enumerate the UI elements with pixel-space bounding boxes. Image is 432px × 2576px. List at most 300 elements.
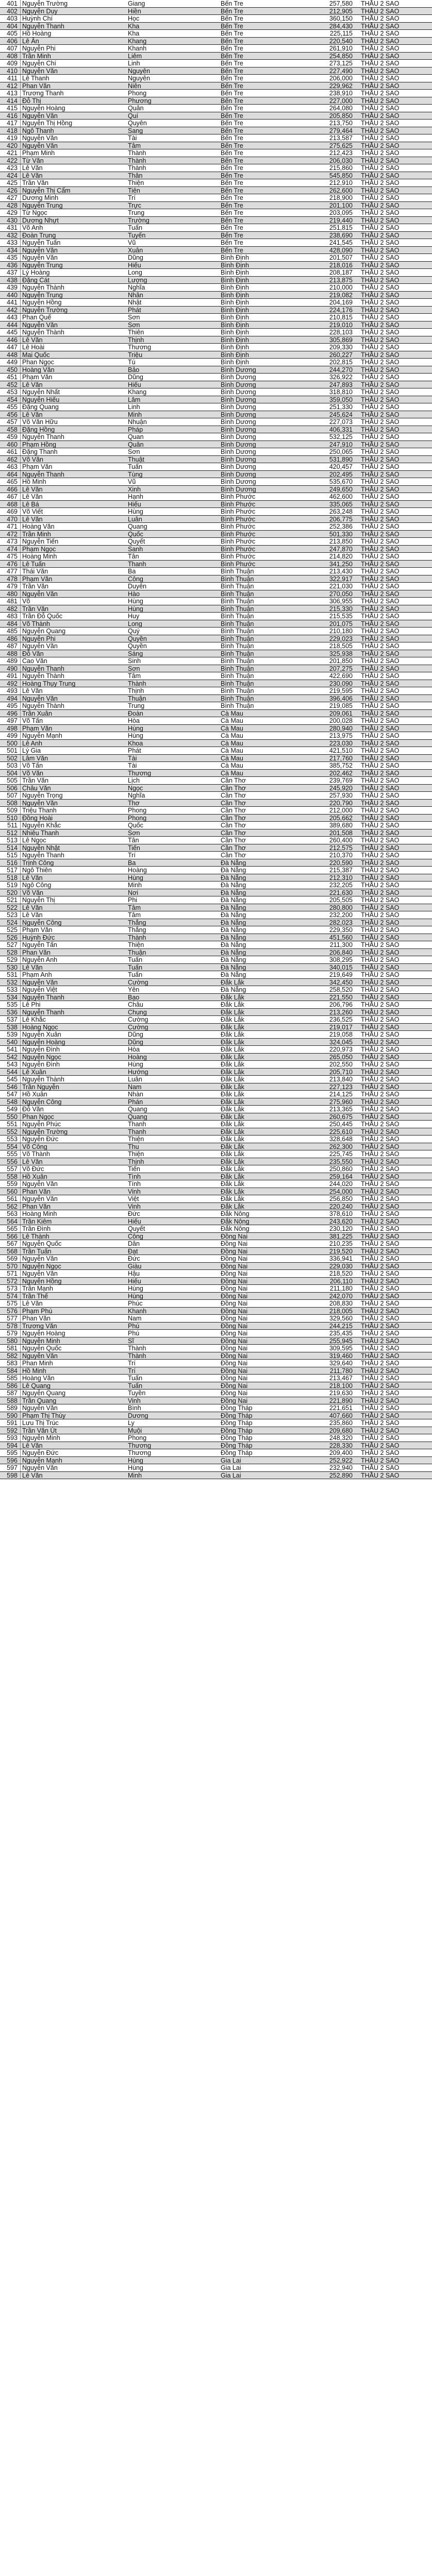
- family-name-cell: Phạm Phú: [22, 1307, 53, 1314]
- award-cell: THẦU 2 SAO: [361, 837, 400, 844]
- score-cell: 261,910: [329, 45, 353, 52]
- table-row: [0, 321, 432, 329]
- score-cell: 263,248: [329, 508, 353, 515]
- row-number-cell: 427: [0, 194, 21, 201]
- score-cell: 225,745: [329, 1150, 353, 1158]
- score-cell: 265,050: [329, 1053, 353, 1060]
- given-name-cell: Khanh: [128, 45, 147, 52]
- province-cell: Bến Tre: [221, 120, 243, 127]
- family-name-cell: Nguyễn Thị Hồng: [22, 120, 73, 127]
- family-name-cell: Đỗ Văn: [22, 650, 44, 657]
- given-name-cell: Phong: [128, 807, 147, 814]
- family-name-cell: Võ Văn: [22, 455, 44, 463]
- row-number-cell: 465: [0, 478, 21, 485]
- score-cell: 305,869: [329, 336, 353, 343]
- family-name-cell: Võ Viết: [22, 508, 43, 515]
- family-name-cell: Triệu Thanh: [22, 807, 57, 814]
- given-name-cell: Châu: [128, 1001, 143, 1008]
- family-name-cell: Nguyễn Ngọc: [22, 1262, 61, 1269]
- given-name-cell: Sinh: [128, 657, 141, 665]
- family-name-cell: Đỗ Thị: [22, 97, 41, 104]
- province-cell: Đồng Tháp: [221, 1404, 253, 1412]
- score-cell: 462,600: [329, 493, 353, 500]
- row-number-cell: 405: [0, 30, 21, 37]
- score-cell: 252,890: [329, 1471, 353, 1479]
- family-name-cell: Nguyễn Tiến: [22, 538, 59, 545]
- province-cell: Bình Thuận: [221, 605, 254, 612]
- award-cell: THẦU 2 SAO: [361, 82, 400, 89]
- row-number-cell: 440: [0, 292, 21, 299]
- given-name-cell: Ba: [128, 568, 136, 575]
- province-cell: Bến Tre: [221, 172, 243, 179]
- row-number-cell: 501: [0, 747, 21, 754]
- given-name-cell: Thiện: [128, 1136, 144, 1143]
- table-row: [0, 770, 432, 777]
- given-name-cell: Tú: [128, 359, 136, 366]
- province-cell: Bình Định: [221, 351, 249, 358]
- award-cell: THẦU 2 SAO: [361, 1016, 400, 1023]
- province-cell: Đắk Lắk: [221, 1076, 244, 1083]
- row-number-cell: 547: [0, 1091, 21, 1098]
- family-name-cell: Nguyễn Tấn: [22, 941, 57, 948]
- given-name-cell: Trung: [128, 209, 145, 216]
- family-name-cell: Nguyễn Văn: [22, 1464, 58, 1471]
- score-cell: 322,917: [329, 575, 353, 582]
- row-number-cell: 580: [0, 1337, 21, 1345]
- score-cell: 258,520: [329, 986, 353, 993]
- province-cell: Bình Dương: [221, 463, 256, 470]
- province-cell: Bình Phước: [221, 508, 256, 515]
- family-name-cell: Lê Ngọc: [22, 837, 46, 844]
- given-name-cell: Thương: [128, 1442, 152, 1449]
- table-row: [0, 172, 432, 180]
- award-cell: THẦU 2 SAO: [361, 963, 400, 971]
- award-cell: THẦU 2 SAO: [361, 590, 400, 597]
- table-row: [0, 568, 432, 575]
- table-row: [0, 82, 432, 90]
- province-cell: Bình Thuận: [221, 694, 254, 702]
- province-cell: Đà Nẵng: [221, 867, 246, 874]
- province-cell: Đà Nẵng: [221, 986, 246, 993]
- score-cell: 235,550: [329, 1158, 353, 1165]
- score-cell: 218,100: [329, 1382, 353, 1389]
- award-cell: THẦU 2 SAO: [361, 359, 400, 366]
- row-number-cell: 447: [0, 344, 21, 351]
- province-cell: Bến Tre: [221, 157, 243, 164]
- score-cell: 239,769: [329, 777, 353, 784]
- province-cell: Đồng Nai: [221, 1300, 248, 1307]
- row-number-cell: 466: [0, 486, 21, 493]
- score-cell: 244,270: [329, 366, 353, 373]
- score-cell: 325,938: [329, 650, 353, 657]
- award-cell: THẦU 2 SAO: [361, 1262, 400, 1269]
- given-name-cell: Nhân: [128, 291, 143, 298]
- score-cell: 232,940: [329, 1464, 353, 1471]
- family-name-cell: Nguyễn Việt: [22, 986, 57, 993]
- family-name-cell: Nguyễn Thị: [22, 896, 55, 904]
- family-name-cell: Trần Minh: [22, 530, 51, 537]
- province-cell: Đắk Lắk: [221, 1061, 244, 1068]
- row-number-cell: 555: [0, 1150, 21, 1158]
- row-number-cell: 564: [0, 1218, 21, 1225]
- table-row: [0, 1091, 432, 1098]
- score-cell: 227,123: [329, 1083, 353, 1090]
- province-cell: Bình Dương: [221, 433, 256, 440]
- row-number-cell: 494: [0, 695, 21, 702]
- family-name-cell: Võ Văn: [22, 889, 44, 896]
- family-name-cell: Nguyễn Quang: [22, 1389, 66, 1397]
- province-cell: Bến Tre: [221, 60, 243, 67]
- family-name-cell: Lưu Thị Trúc: [22, 1419, 59, 1427]
- award-cell: THẦU 2 SAO: [361, 403, 400, 411]
- row-number-cell: 496: [0, 710, 21, 717]
- score-cell: 420,457: [329, 463, 353, 470]
- score-cell: 202,462: [329, 769, 353, 776]
- row-number-cell: 481: [0, 598, 21, 605]
- table-row: [0, 956, 432, 964]
- award-cell: THẦU 2 SAO: [361, 269, 400, 276]
- table-row: [0, 1039, 432, 1046]
- row-number-cell: 458: [0, 426, 21, 433]
- table-row: [0, 650, 432, 658]
- given-name-cell: Lượng: [128, 276, 147, 283]
- row-number-cell: 598: [0, 1472, 21, 1479]
- score-cell: 260,400: [329, 837, 353, 844]
- given-name-cell: Hùng: [128, 1464, 143, 1471]
- province-cell: Cà Mau: [221, 739, 243, 747]
- province-cell: Bình Định: [221, 254, 249, 261]
- award-cell: THẦU 2 SAO: [361, 1188, 400, 1195]
- province-cell: Bình Dương: [221, 381, 256, 388]
- province-cell: Cà Mau: [221, 732, 243, 739]
- table-row: [0, 1382, 432, 1390]
- score-cell: 336,941: [329, 1255, 353, 1262]
- score-cell: 221,651: [329, 1404, 353, 1412]
- row-number-cell: 591: [0, 1419, 21, 1427]
- award-cell: THẦU 2 SAO: [361, 739, 400, 747]
- score-cell: 243,620: [329, 1217, 353, 1225]
- score-cell: 257,930: [329, 792, 353, 799]
- given-name-cell: Tài: [128, 134, 137, 142]
- table-row: [0, 553, 432, 561]
- row-number-cell: 471: [0, 523, 21, 530]
- award-cell: THẦU 2 SAO: [361, 814, 400, 821]
- table-row: [0, 538, 432, 546]
- given-name-cell: Hùng: [128, 1456, 143, 1464]
- table-row: [0, 1270, 432, 1278]
- score-cell: 215,330: [329, 605, 353, 612]
- province-cell: Đắk Lắk: [221, 1121, 244, 1128]
- province-cell: Đồng Tháp: [221, 1419, 253, 1427]
- province-cell: Đắk Lắk: [221, 1098, 244, 1105]
- score-cell: 210,370: [329, 852, 353, 859]
- row-number-cell: 527: [0, 941, 21, 948]
- table-row: [0, 112, 432, 120]
- score-cell: 202,495: [329, 470, 353, 478]
- table-row: [0, 1106, 432, 1113]
- score-cell: 219,082: [329, 291, 353, 298]
- family-name-cell: Nguyễn Văn: [22, 134, 58, 142]
- province-cell: Bình Định: [221, 291, 249, 298]
- given-name-cell: Tiến: [128, 1165, 140, 1173]
- family-name-cell: Lê Văn: [22, 493, 43, 500]
- award-cell: THẦU 2 SAO: [361, 1195, 400, 1202]
- given-name-cell: Phú: [128, 1330, 140, 1337]
- table-row: [0, 262, 432, 269]
- given-name-cell: Vũ: [128, 239, 136, 246]
- award-cell: THẦU 2 SAO: [361, 1427, 400, 1434]
- award-cell: THẦU 2 SAO: [361, 37, 400, 44]
- award-cell: THẦU 2 SAO: [361, 732, 400, 739]
- family-name-cell: Nguyễn Chí: [22, 60, 57, 67]
- row-number-cell: 452: [0, 381, 21, 388]
- table-row: [0, 105, 432, 112]
- score-cell: 218,900: [329, 194, 353, 201]
- province-cell: Bến Tre: [221, 0, 243, 7]
- award-cell: THẦU 2 SAO: [361, 717, 400, 724]
- score-cell: 200,028: [329, 717, 353, 724]
- province-cell: Bình Định: [221, 329, 249, 336]
- award-cell: THẦU 2 SAO: [361, 515, 400, 522]
- given-name-cell: Thành: [128, 157, 146, 164]
- table-row: [0, 1464, 432, 1472]
- score-cell: 219,649: [329, 971, 353, 978]
- row-number-cell: 559: [0, 1180, 21, 1188]
- score-cell: 202,550: [329, 1061, 353, 1068]
- award-cell: THẦU 2 SAO: [361, 1375, 400, 1382]
- given-name-cell: Quyền: [128, 642, 147, 650]
- family-name-cell: Nguyễn Ngọc: [22, 1053, 61, 1060]
- table-row: [0, 1293, 432, 1300]
- row-number-cell: 506: [0, 785, 21, 792]
- family-name-cell: Nguyễn Trường: [22, 1128, 68, 1135]
- table-row: [0, 60, 432, 67]
- row-number-cell: 409: [0, 60, 21, 67]
- given-name-cell: Hùng: [128, 1292, 143, 1299]
- province-cell: Đồng Nai: [221, 1270, 248, 1277]
- table-row: [0, 1352, 432, 1360]
- row-number-cell: 462: [0, 456, 21, 463]
- family-name-cell: Nguyễn Đình: [22, 1046, 60, 1053]
- row-number-cell: 521: [0, 896, 21, 904]
- row-number-cell: 546: [0, 1083, 21, 1091]
- family-name-cell: Nguyễn Thanh: [22, 433, 64, 440]
- given-name-cell: Vũ: [128, 478, 136, 485]
- province-cell: Đắk Lắk: [221, 1023, 244, 1030]
- given-name-cell: Minh: [128, 1471, 142, 1479]
- table-row: [0, 381, 432, 389]
- row-number-cell: 483: [0, 613, 21, 620]
- family-name-cell: Nguyễn Hoàng: [22, 1038, 65, 1045]
- family-name-cell: Đồng Hoài: [22, 814, 53, 821]
- row-number-cell: 428: [0, 202, 21, 209]
- given-name-cell: Niên: [128, 82, 141, 89]
- province-cell: Bình Phước: [221, 493, 256, 500]
- row-number-cell: 477: [0, 568, 21, 575]
- given-name-cell: Nhàn: [128, 1091, 143, 1098]
- province-cell: Bến Tre: [221, 75, 243, 82]
- province-cell: Đắk Lắk: [221, 1158, 244, 1165]
- table-row: [0, 1188, 432, 1196]
- row-number-cell: 442: [0, 307, 21, 314]
- row-number-cell: 478: [0, 575, 21, 583]
- given-name-cell: Quang: [128, 523, 147, 530]
- family-name-cell: Nguyễn Văn: [22, 1404, 58, 1412]
- family-name-cell: Trần Văn: [22, 605, 48, 612]
- given-name-cell: Đức: [128, 1255, 140, 1262]
- table-row: [0, 1427, 432, 1435]
- given-name-cell: Tiến: [128, 844, 140, 851]
- award-cell: THẦU 2 SAO: [361, 680, 400, 687]
- table-row: [0, 1449, 432, 1457]
- given-name-cell: Nhuận: [128, 418, 147, 426]
- province-cell: Cần Thơ: [221, 837, 246, 844]
- given-name-cell: Thành: [128, 1352, 146, 1359]
- score-cell: 260,675: [329, 1113, 353, 1120]
- award-cell: THẦU 2 SAO: [361, 45, 400, 52]
- table-row: [0, 478, 432, 486]
- family-name-cell: Hồ Xuân: [22, 1091, 47, 1098]
- score-cell: 219,440: [329, 216, 353, 224]
- province-cell: Đồng Nai: [221, 1285, 248, 1292]
- given-name-cell: Dũng: [128, 374, 143, 381]
- score-cell: 227,073: [329, 418, 353, 426]
- given-name-cell: Dũng: [128, 254, 143, 261]
- score-cell: 250,065: [329, 448, 353, 455]
- family-name-cell: Ngô Thiên: [22, 867, 52, 874]
- province-cell: Bình Thuận: [221, 665, 254, 672]
- row-number-cell: 589: [0, 1404, 21, 1412]
- family-name-cell: Lê Anh: [22, 739, 42, 747]
- province-cell: Bình Thuận: [221, 590, 254, 597]
- given-name-cell: Lịch: [128, 777, 140, 784]
- table-row: [0, 1016, 432, 1024]
- score-cell: 360,150: [329, 15, 353, 22]
- family-name-cell: Phan Quế: [22, 314, 52, 321]
- given-name-cell: Phong: [128, 814, 147, 821]
- award-cell: THẦU 2 SAO: [361, 1113, 400, 1120]
- row-number-cell: 403: [0, 15, 21, 22]
- award-cell: THẦU 2 SAO: [361, 747, 400, 754]
- award-cell: THẦU 2 SAO: [361, 1001, 400, 1008]
- given-name-cell: Thương: [128, 769, 152, 776]
- province-cell: Bình Thuận: [221, 613, 254, 620]
- family-name-cell: Mai Quốc: [22, 351, 50, 358]
- award-cell: THẦU 2 SAO: [361, 784, 400, 791]
- row-number-cell: 511: [0, 822, 21, 829]
- province-cell: Cần Thơ: [221, 844, 246, 851]
- given-name-cell: Sơn: [128, 321, 140, 328]
- award-cell: THẦU 2 SAO: [361, 1367, 400, 1374]
- given-name-cell: Hạnh: [128, 493, 143, 500]
- province-cell: Đắk Lắk: [221, 1008, 244, 1015]
- family-name-cell: Nguyễn Văn: [22, 254, 58, 261]
- table-row: [0, 8, 432, 15]
- given-name-cell: Sáng: [128, 650, 143, 657]
- province-cell: Bình Định: [221, 299, 249, 306]
- award-cell: THẦU 2 SAO: [361, 1345, 400, 1352]
- table-row: [0, 807, 432, 815]
- table-row: [0, 1143, 432, 1151]
- family-name-cell: Từ Ngọc: [22, 209, 47, 216]
- given-name-cell: Phương: [128, 97, 152, 104]
- award-cell: THẦU 2 SAO: [361, 216, 400, 224]
- family-name-cell: Nguyễn Tuấn: [22, 239, 61, 246]
- family-name-cell: Phạm Văn: [22, 926, 53, 934]
- row-number-cell: 459: [0, 433, 21, 440]
- award-cell: THẦU 2 SAO: [361, 896, 400, 904]
- score-cell: 250,445: [329, 1121, 353, 1128]
- score-cell: 308,295: [329, 956, 353, 963]
- award-cell: THẦU 2 SAO: [361, 1464, 400, 1471]
- score-cell: 235,860: [329, 1419, 353, 1427]
- award-cell: THẦU 2 SAO: [361, 1300, 400, 1307]
- given-name-cell: Đoàn: [128, 709, 143, 717]
- given-name-cell: Giàu: [128, 1262, 142, 1269]
- score-cell: 211,180: [329, 1285, 353, 1292]
- given-name-cell: Lâm: [128, 396, 141, 403]
- score-cell: 204,169: [329, 299, 353, 306]
- province-cell: Đắk Lắk: [221, 1053, 244, 1060]
- table-row: [0, 1330, 432, 1337]
- score-cell: 251,330: [329, 403, 353, 411]
- table-row: [0, 471, 432, 479]
- table-row: [0, 1024, 432, 1031]
- score-cell: 230,090: [329, 680, 353, 687]
- score-cell: 205,710: [329, 1068, 353, 1075]
- province-cell: Cần Thơ: [221, 814, 246, 821]
- row-number-cell: 491: [0, 672, 21, 680]
- table-row: [0, 307, 432, 314]
- table-row: [0, 635, 432, 643]
- province-cell: Đồng Nai: [221, 1277, 248, 1284]
- province-cell: Đắk Lắk: [221, 1128, 244, 1135]
- province-cell: Đà Nẵng: [221, 904, 246, 911]
- table-row: [0, 1323, 432, 1330]
- award-cell: THẦU 2 SAO: [361, 97, 400, 104]
- score-cell: 340,015: [329, 963, 353, 971]
- award-cell: THẦU 2 SAO: [361, 672, 400, 680]
- table-row: [0, 859, 432, 867]
- province-cell: Đồng Nai: [221, 1292, 248, 1299]
- award-cell: THẦU 2 SAO: [361, 986, 400, 993]
- table-row: [0, 672, 432, 680]
- score-cell: 264,080: [329, 105, 353, 112]
- award-cell: THẦU 2 SAO: [361, 500, 400, 507]
- province-cell: Bình Thuận: [221, 620, 254, 627]
- row-number-cell: 424: [0, 172, 21, 179]
- province-cell: Đồng Nai: [221, 1337, 248, 1344]
- table-row: [0, 747, 432, 755]
- province-cell: Cà Mau: [221, 709, 243, 717]
- province-cell: Bến Tre: [221, 201, 243, 209]
- table-row: [0, 0, 432, 8]
- given-name-cell: Hùng: [128, 874, 143, 881]
- family-name-cell: Lâm Văn: [22, 754, 48, 761]
- row-number-cell: 402: [0, 8, 21, 15]
- row-number-cell: 463: [0, 463, 21, 470]
- province-cell: Bình Định: [221, 314, 249, 321]
- province-cell: Cà Mau: [221, 769, 243, 776]
- province-cell: Cần Thơ: [221, 777, 246, 784]
- family-name-cell: Trần Tuấn: [22, 1247, 52, 1255]
- province-cell: Bình Dương: [221, 448, 256, 455]
- score-cell: 232,200: [329, 911, 353, 919]
- table-row: [0, 1263, 432, 1270]
- award-cell: THẦU 2 SAO: [361, 799, 400, 806]
- family-name-cell: Lê Khắc: [22, 1016, 46, 1023]
- award-cell: THẦU 2 SAO: [361, 754, 400, 761]
